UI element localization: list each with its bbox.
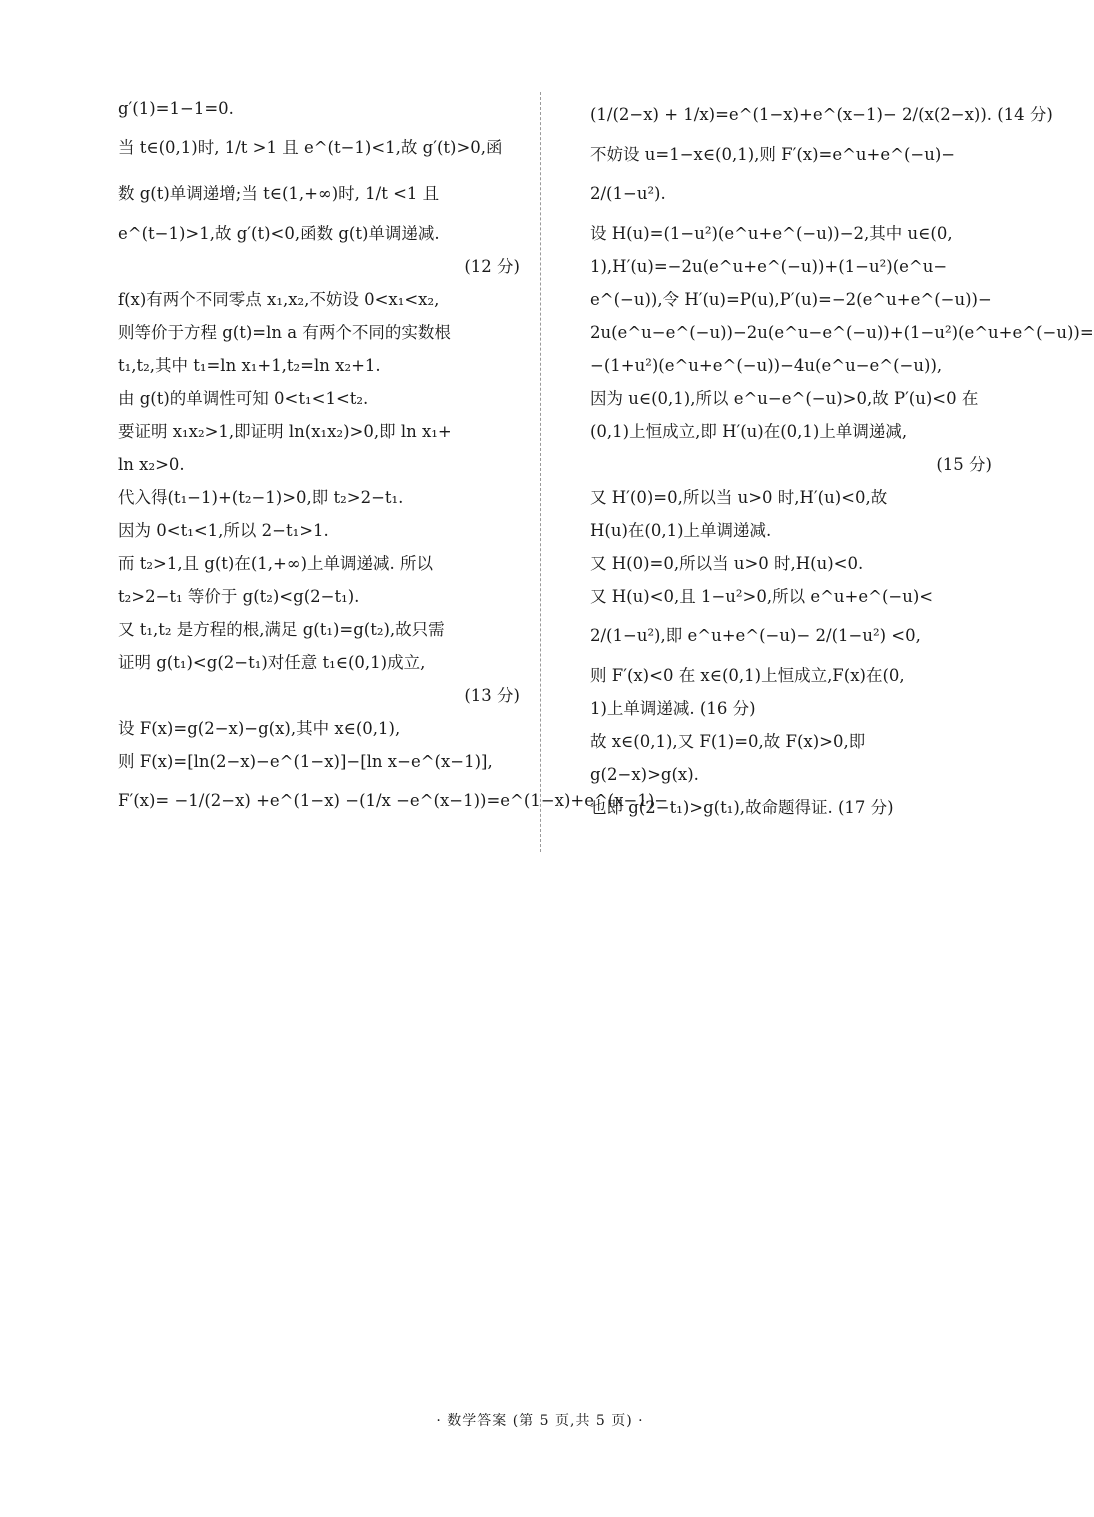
text-line: 又 t₁,t₂ 是方程的根,满足 g(t₁)=g(t₂),故只需 [118, 620, 445, 639]
text-line: 1),H′(u)=−2u(e^u+e^(−u))+(1−u²)(e^u− [590, 257, 948, 276]
text-line: 数 g(t)单调递增;当 t∈(1,+∞)时, 1/t <1 且 [118, 184, 440, 203]
text-line: 设 H(u)=(1−u²)(e^u+e^(−u))−2,其中 u∈(0, [590, 224, 953, 243]
text-line: 则 F′(x)<0 在 x∈(0,1)上恒成立,F(x)在(0, [590, 666, 905, 685]
text-line: g′(1)=1−1=0. [118, 99, 234, 118]
text-line: (0,1)上恒成立,即 H′(u)在(0,1)上单调递减, [590, 422, 908, 441]
text-line: 1)上单调递减. (16 分) [590, 699, 756, 718]
text-line: 故 x∈(0,1),又 F(1)=0,故 F(x)>0,即 [590, 732, 866, 751]
text-line: 代入得(t₁−1)+(t₂−1)>0,即 t₂>2−t₁. [118, 488, 404, 507]
text-line: 2/(1−u²),即 e^u+e^(−u)− 2/(1−u²) <0, [590, 626, 921, 645]
text-line: F′(x)= −1/(2−x) +e^(1−x) −(1/x −e^(x−1))=e^(1−x)+e^(x−1)− [118, 791, 669, 810]
text-line: e^(t−1)>1,故 g′(t)<0,函数 g(t)单调递减. [118, 224, 440, 243]
text-line: 当 t∈(0,1)时, 1/t >1 且 e^(t−1)<1,故 g′(t)>0,函 [118, 138, 503, 157]
score-mark: (15 分) [936, 455, 992, 474]
text-line: 又 H′(0)=0,所以当 u>0 时,H′(u)<0,故 [590, 488, 888, 507]
text-line: 则 F(x)=[ln(2−x)−e^(1−x)]−[ln x−e^(x−1)], [118, 752, 493, 771]
text-line: 要证明 x₁x₂>1,即证明 ln(x₁x₂)>0,即 ln x₁+ [118, 422, 452, 441]
text-line: ln x₂>0. [118, 455, 185, 474]
text-line: 因为 0<t₁<1,所以 2−t₁>1. [118, 521, 329, 540]
text-line: t₁,t₂,其中 t₁=ln x₁+1,t₂=ln x₂+1. [118, 356, 381, 375]
text-line: 设 F(x)=g(2−x)−g(x),其中 x∈(0,1), [118, 719, 401, 738]
text-line: (1/(2−x) + 1/x)=e^(1−x)+e^(x−1)− 2/(x(2−x)). (14 分) [590, 105, 1053, 124]
text-line: 也即 g(2−t₁)>g(t₁),故命题得证. (17 分) [590, 798, 894, 817]
right-column [590, 92, 1094, 824]
text-line: 由 g(t)的单调性可知 0<t₁<1<t₂. [118, 389, 369, 408]
text-line: t₂>2−t₁ 等价于 g(t₂)<g(2−t₁). [118, 587, 360, 606]
text-line: 2/(1−u²). [590, 184, 666, 203]
text-line: 因为 u∈(0,1),所以 e^u−e^(−u)>0,故 P′(u)<0 在 [590, 389, 979, 408]
text-line: 而 t₂>1,且 g(t)在(1,+∞)上单调递减. 所以 [118, 554, 434, 573]
text-line: 2u(e^u−e^(−u))−2u(e^u−e^(−u))+(1−u²)(e^u+e^(−u))= [590, 323, 1094, 342]
text-line: e^(−u)),令 H′(u)=P(u),P′(u)=−2(e^u+e^(−u))− [590, 290, 992, 309]
text-line: H(u)在(0,1)上单调递减. [590, 521, 772, 540]
text-line: 又 H(0)=0,所以当 u>0 时,H(u)<0. [590, 554, 864, 573]
text-line: −(1+u²)(e^u+e^(−u))−4u(e^u−e^(−u)), [590, 356, 943, 375]
page-footer: · 数学答案 (第 5 页,共 5 页) · [436, 1413, 644, 1429]
text-line: f(x)有两个不同零点 x₁,x₂,不妨设 0<x₁<x₂, [118, 290, 440, 309]
text-line: 又 H(u)<0,且 1−u²>0,所以 e^u+e^(−u)< [590, 587, 934, 606]
text-line: g(2−x)>g(x). [590, 765, 699, 784]
score-mark: (13 分) [464, 686, 520, 705]
text-line: 则等价于方程 g(t)=ln a 有两个不同的实数根 [118, 323, 451, 342]
score-mark: (12 分) [464, 257, 520, 276]
column-divider [540, 92, 541, 852]
text-line: 不妨设 u=1−x∈(0,1),则 F′(x)=e^u+e^(−u)− [590, 145, 956, 164]
text-line: 证明 g(t₁)<g(2−t₁)对任意 t₁∈(0,1)成立, [118, 653, 426, 672]
